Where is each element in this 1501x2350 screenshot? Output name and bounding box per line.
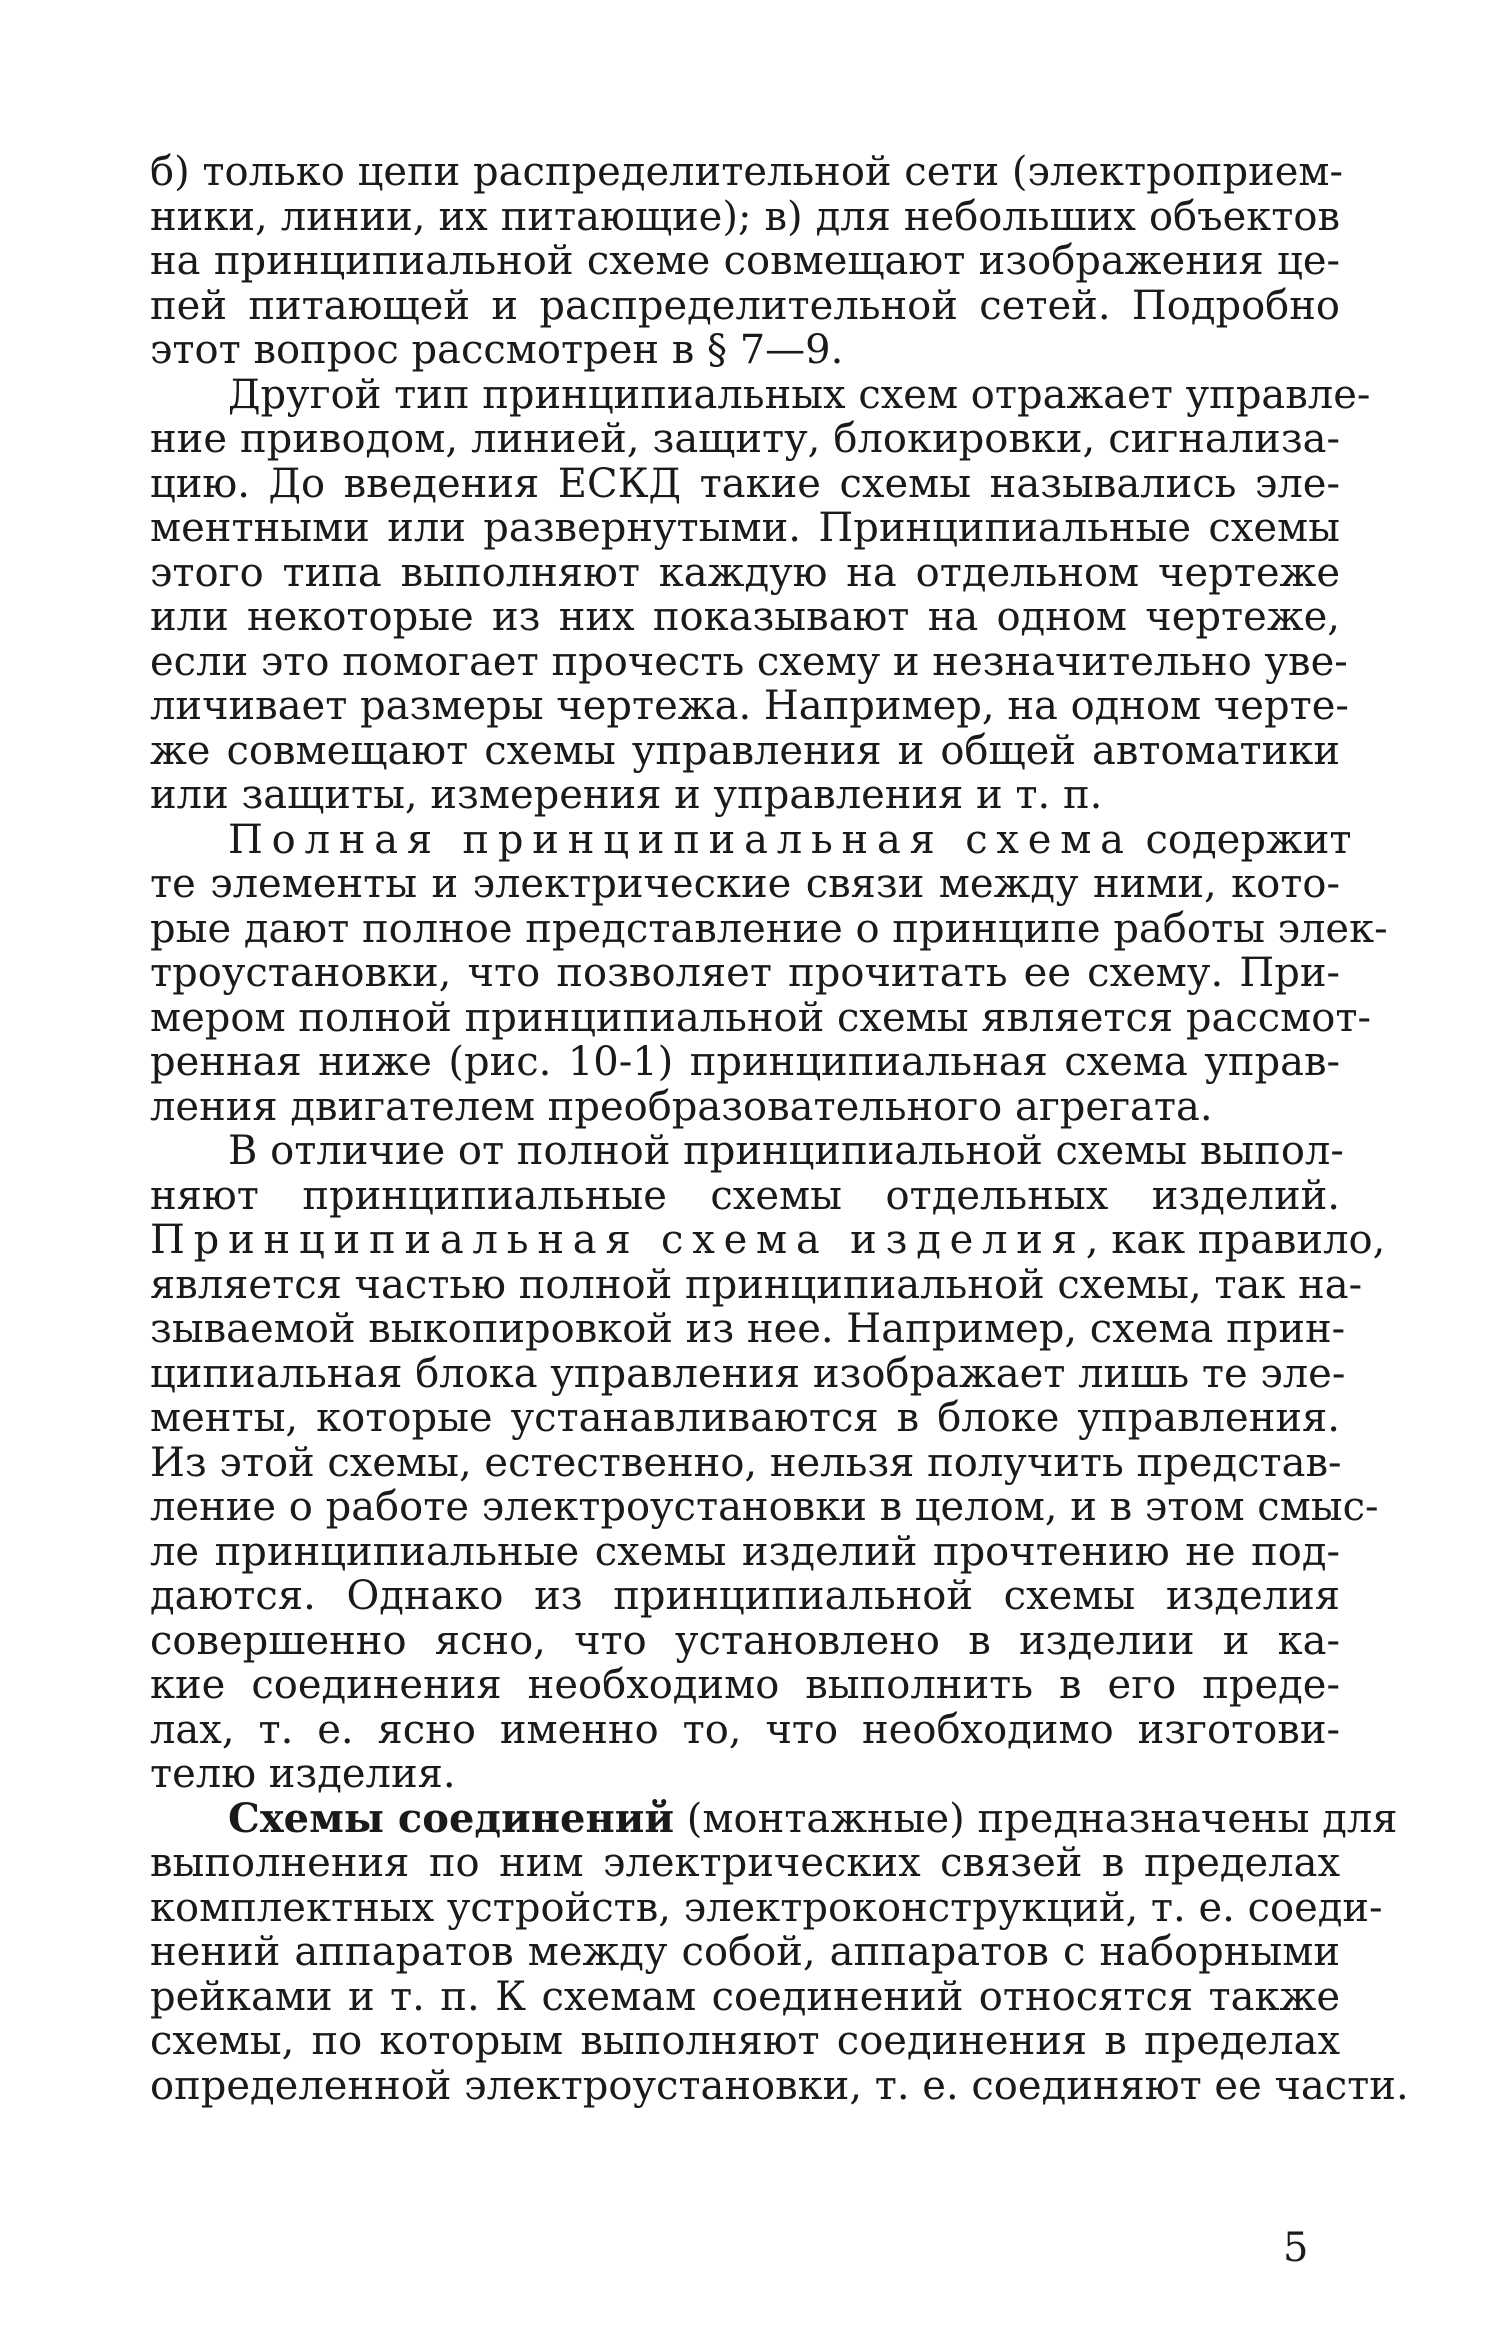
text-line: те элементы и электрические связи между ними, кото- bbox=[150, 861, 1340, 907]
paragraph-4 bbox=[150, 1128, 1386, 1797]
text-line: же совмещают схемы управления и общей автоматики bbox=[150, 727, 1340, 774]
text-line: ципиальная блока управления изображает лишь те эле- bbox=[150, 1350, 1346, 1397]
text-line: ментными или развернутыми. Принципиальные схемы bbox=[150, 505, 1340, 551]
text-line: ние приводом, линией, защиту, блокировки, сигнализа- bbox=[150, 416, 1340, 462]
text-line: совершенно ясно, что установлено в изделии и ка- bbox=[150, 1617, 1340, 1664]
text-line bbox=[150, 1794, 1398, 1842]
text-line: нений аппаратов между собой, аппаратов с наборными bbox=[150, 1929, 1340, 1975]
text-line: выполнения по ним электрических связей в пределах bbox=[150, 1840, 1340, 1886]
text-line: лах, т. е. ясно именно то, что необходимо изготови- bbox=[150, 1706, 1340, 1753]
text-fragment: , как правило, bbox=[1085, 1217, 1386, 1263]
text-line: Из этой схемы, естественно, нельзя получить представ- bbox=[150, 1439, 1342, 1486]
text-line: даются. Однако из принципиальной схемы изделия bbox=[150, 1573, 1340, 1619]
text-line: мером полной принципиальной схемы является рассмот- bbox=[150, 994, 1371, 1041]
text-line: или защиты, измерения и управления и т. п. bbox=[150, 772, 1103, 818]
text-line: цию. До введения ЕСКД такие схемы назывались эле- bbox=[150, 460, 1340, 507]
text-line: этого типа выполняют каждую на отдельном чертеже bbox=[150, 549, 1340, 596]
text-line: личивает размеры чертежа. Например, на одном черте- bbox=[150, 683, 1349, 729]
text-line: комплектных устройств, электроконструкций, т. е. соеди- bbox=[150, 1884, 1383, 1931]
paragraph-5 bbox=[150, 1794, 1409, 2109]
text-line: троустановки, что позволяет прочитать ее схему. При- bbox=[150, 950, 1340, 996]
paragraph-2 bbox=[150, 371, 1371, 818]
text-line: В отличие от полной принципиальной схемы выпол- bbox=[228, 1128, 1344, 1174]
text-line: няют принципиальные схемы отдельных изделий. bbox=[150, 1172, 1340, 1219]
text-line: менты, которые устанавливаются в блоке управления. bbox=[150, 1395, 1340, 1441]
text-line: телю изделия. bbox=[150, 1751, 456, 1797]
paragraph-3 bbox=[150, 816, 1388, 1130]
text-line: рые дают полное представление о принципе работы элек- bbox=[150, 905, 1388, 952]
text-line: ники, линии, их питающие); в) для небольших объектов bbox=[150, 193, 1340, 240]
text-line: пей питающей и распределительной сетей. Подробно bbox=[150, 282, 1340, 329]
text-line: является частью полной принципиальной схемы, так на- bbox=[150, 1261, 1363, 1308]
page-body bbox=[150, 149, 1409, 2109]
spaced-term: Принципиальная схема изделия bbox=[150, 1217, 1086, 1263]
text-line: если это помогает прочесть схему и незначительно уве- bbox=[150, 638, 1348, 685]
text-line: ление о работе электроустановки в целом, и в этом смыс- bbox=[150, 1484, 1379, 1530]
text-line bbox=[150, 1217, 1386, 1263]
text-line: этот вопрос рассмотрен в § 7—9. bbox=[150, 327, 844, 373]
text-line: б) только цепи распределительной сети (электроприем- bbox=[150, 149, 1344, 195]
text-line: ренная ниже (рис. 10-1) принципиальная схема управ- bbox=[150, 1039, 1340, 1085]
text-fragment: (монтажные) предназначены для bbox=[674, 1795, 1398, 1842]
text-line: зываемой выкопировкой из нее. Например, схема прин- bbox=[150, 1306, 1346, 1352]
text-line: рейками и т. п. К схемам соединений относятся также bbox=[150, 1973, 1340, 2020]
text-line: определенной электроустановки, т. е. соединяют ее части. bbox=[150, 2062, 1409, 2109]
page-number: 5 bbox=[1283, 2225, 1309, 2271]
spaced-term: Полная принципиальная схема bbox=[228, 816, 1133, 863]
paragraph-1 bbox=[150, 149, 1344, 373]
text-line: ле принципиальные схемы изделий прочтению не под- bbox=[150, 1528, 1340, 1575]
text-line: ления двигателем преобразовательного агрегата. bbox=[150, 1083, 1213, 1130]
text-fragment: содержит bbox=[1132, 816, 1352, 863]
bold-term: Схемы соединений bbox=[228, 1794, 675, 1842]
text-line: или некоторые из них показывают на одном чертеже, bbox=[150, 594, 1340, 640]
text-line: кие соединения необходимо выполнить в его преде- bbox=[150, 1662, 1340, 1708]
text-line bbox=[150, 816, 1352, 863]
text-line: Другой тип принципиальных схем отражает управле- bbox=[228, 371, 1371, 418]
text-line: на принципиальной схеме совмещают изображения це- bbox=[150, 238, 1340, 284]
text-line: схемы, по которым выполняют соединения в пределах bbox=[150, 2018, 1340, 2064]
